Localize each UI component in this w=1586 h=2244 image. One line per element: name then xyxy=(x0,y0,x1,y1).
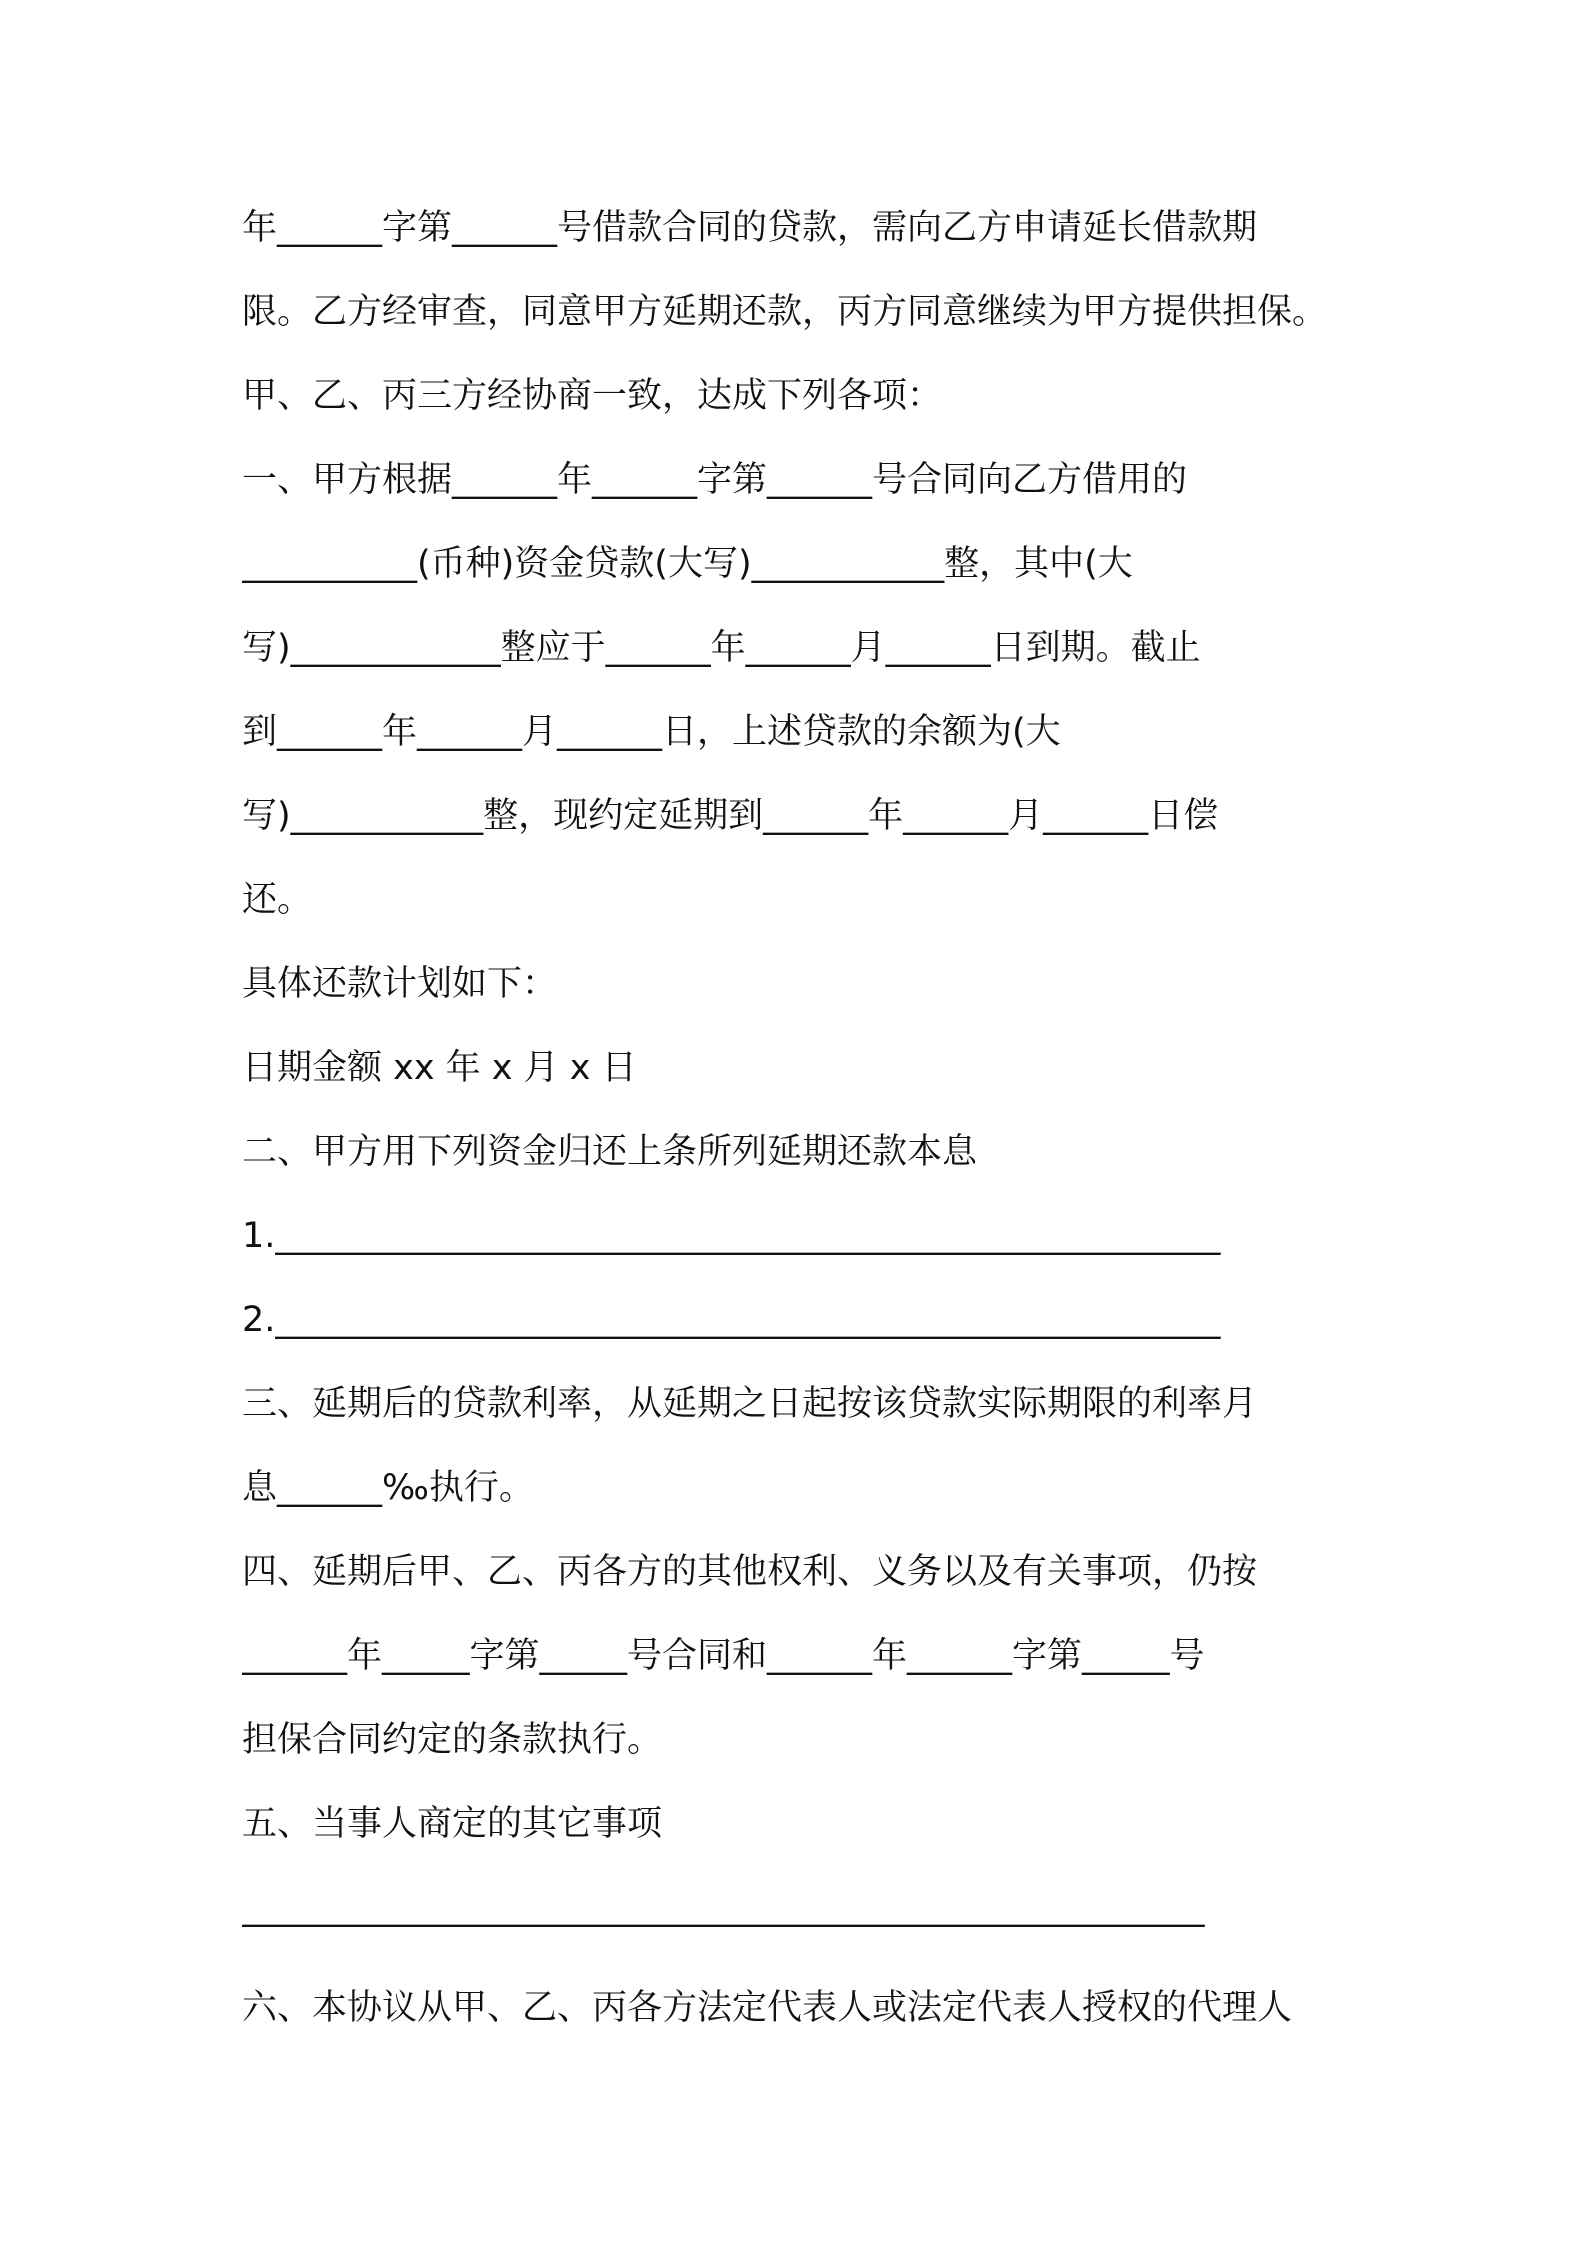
document-line: 日期金额 xx 年 x 月 x 日 xyxy=(242,1048,637,1088)
document-line: __________(币种)资金贷款(大写)___________整，其中(大 xyxy=(242,544,1133,584)
document-line: 五、当事人商定的其它事项 xyxy=(242,1804,663,1844)
document-line: 写)___________整，现约定延期到______年______月______日偿 xyxy=(242,796,1219,836)
document-line: 三、延期后的贷款利率，从延期之日起按该贷款实际期限的利率月 xyxy=(242,1384,1258,1424)
document-line: 1.______________________________________________________ xyxy=(242,1216,1221,1256)
document-line: 息______‰执行。 xyxy=(242,1468,534,1508)
document-line: 年______字第______号借款合同的贷款，需向乙方申请延长借款期 xyxy=(242,208,1258,248)
document-line: ______年_____字第_____号合同和______年______字第_____号 xyxy=(242,1636,1205,1676)
document-line: 二、甲方用下列资金归还上条所列延期还款本息 xyxy=(242,1132,978,1172)
document-line: 甲、乙、丙三方经协商一致，达成下列各项： xyxy=(242,376,943,416)
document-body xyxy=(242,198,1357,2062)
document-line: 写)____________整应于______年______月______日到期。截止 xyxy=(242,628,1201,668)
document-line: 限。乙方经审查，同意甲方延期还款，丙方同意继续为甲方提供担保。 xyxy=(242,292,1328,332)
document-line: 还。 xyxy=(242,880,313,920)
document-line: 到______年______月______日，上述贷款的余额为(大 xyxy=(242,712,1061,752)
document-line: 一、甲方根据______年______字第______号合同向乙方借用的 xyxy=(242,460,1188,500)
document-line: 具体还款计划如下： xyxy=(242,964,558,1004)
document-line: 四、延期后甲、乙、丙各方的其他权利、义务以及有关事项，仍按 xyxy=(242,1552,1258,1592)
document-line: _______________________________________________________ xyxy=(242,1888,1205,1928)
document-line: 担保合同约定的条款执行。 xyxy=(242,1720,663,1760)
document-line: 六、本协议从甲、乙、丙各方法定代表人或法定代表人授权的代理人 xyxy=(242,1988,1293,2028)
document-line: 2.______________________________________________________ xyxy=(242,1300,1221,1340)
